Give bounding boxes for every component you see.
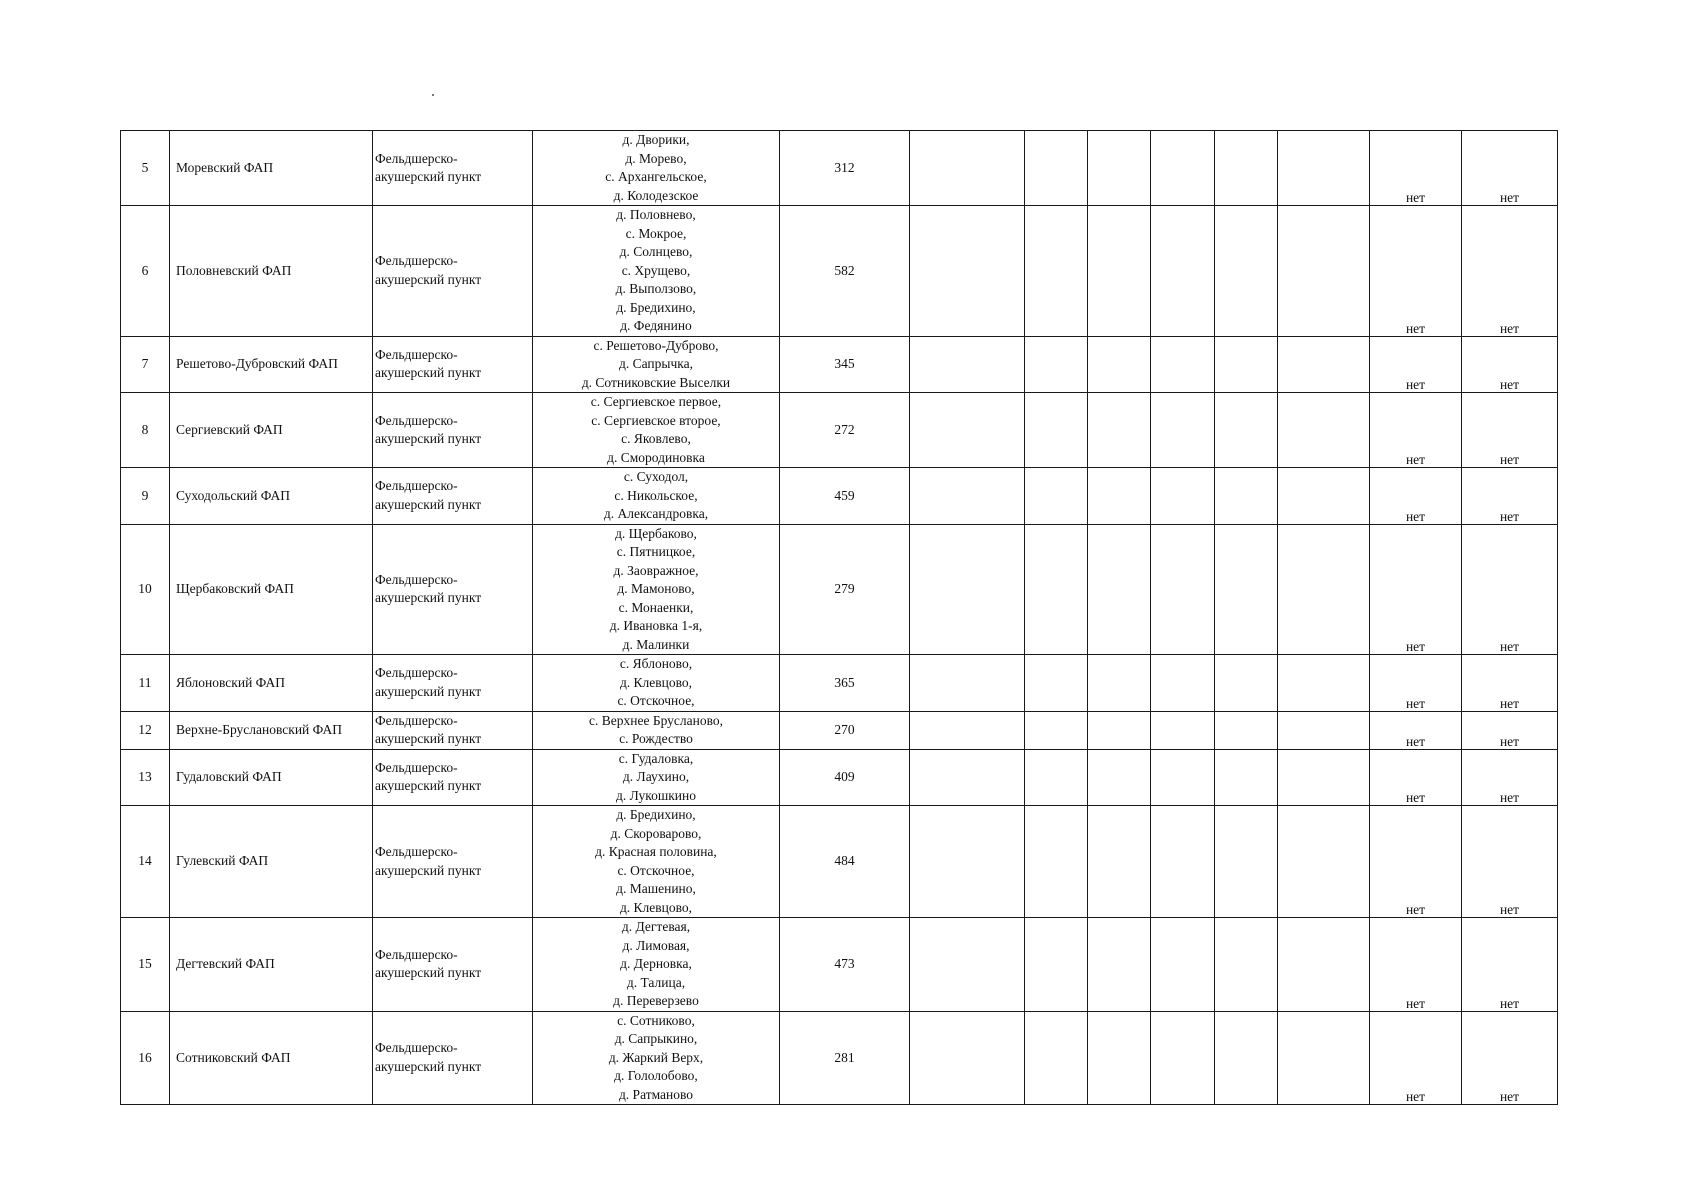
settlement-item: с. Суходол, [623,469,689,484]
empty-cell [1278,806,1370,918]
empty-cell [1088,393,1151,468]
empty-cell [1088,1011,1151,1105]
fap-name-cell: Сергиевский ФАП [170,393,373,468]
empty-cell [1088,524,1151,655]
empty-cell [910,749,1025,806]
settlement-item: д. Смородиновка [607,449,705,465]
empty-cell [1025,1011,1088,1105]
settlement-item: д. Жаркий Верх, [608,1049,704,1065]
settlements-cell [533,711,780,749]
facility-type-line: Фельдшерско- [375,759,458,775]
settlement-item: с. Сотниково, [617,1012,695,1028]
empty-cell [1025,711,1088,749]
facility-type-line: Фельдшерско- [375,253,458,269]
fap-name-cell: Гудаловский ФАП [170,749,373,806]
population-cell: 345 [780,336,910,393]
settlement-item: д. Клевцово, [619,899,693,915]
empty-cell [1151,524,1215,655]
empty-cell [910,393,1025,468]
facility-type-line: Фельдшерско- [375,844,458,859]
fap-name-cell: Дегтевский ФАП [170,918,373,1012]
empty-cell [1088,655,1151,712]
population-cell: 582 [780,206,910,337]
flag-cell-2: нет [1462,806,1558,918]
row-number-cell: 5 [121,131,170,206]
facility-type-line: акушерский пункт [375,731,482,746]
empty-cell [1278,655,1370,712]
settlement-item: с. Яблоново, [619,656,693,671]
empty-cell [910,524,1025,655]
flag-cell-2: нет [1462,206,1558,337]
flag-cell-2: нет [1462,918,1558,1012]
empty-cell [1025,918,1088,1012]
table-row [121,1011,1558,1105]
facility-type-line: Фельдшерско- [375,412,458,428]
empty-cell [1151,711,1215,749]
empty-cell [1215,524,1278,655]
fap-name-cell: Гулевский ФАП [170,806,373,918]
settlement-item: с. Монаенки, [618,599,694,615]
population-cell: 312 [780,131,910,206]
settlement-item: д. Гололобово, [614,1068,698,1083]
table-row [121,524,1558,655]
scan-speck [432,94,434,96]
row-number-cell: 15 [121,918,170,1012]
facility-type-line: акушерский пункт [375,965,482,981]
settlement-item: д. Красная половина, [595,844,717,859]
flag-cell-2: нет [1462,711,1558,749]
settlement-item: д. Дерновка, [620,956,692,971]
settlement-item: д. Ивановка 1-я, [609,618,703,633]
settlement-item: д. Скороварово, [610,825,702,841]
settlement-item: с. Сергиевское первое, [590,394,722,409]
settlement-item: д. Бредихино, [616,299,696,315]
table-row [121,918,1558,1012]
empty-cell [910,131,1025,206]
row-number-cell: 8 [121,393,170,468]
empty-cell [1278,749,1370,806]
empty-cell [1215,468,1278,525]
settlement-item: с. Яковлево, [621,431,691,446]
settlement-item: с. Архангельское, [605,169,707,184]
flag-cell-1: нет [1370,1011,1462,1105]
flag-cell-2: нет [1462,393,1558,468]
settlement-item: д. Сапрыкино, [614,1031,698,1046]
empty-cell [1215,655,1278,712]
settlement-item: с. Решетово-Дуброво, [593,337,719,353]
empty-cell [1215,806,1278,918]
empty-cell [910,806,1025,918]
facility-type-line: акушерский пункт [375,590,482,606]
facility-type-cell [373,468,533,525]
settlement-item: с. Сергиевское второе, [591,412,721,428]
settlement-item: д. Лаухино, [622,769,690,784]
facility-type-line: Фельдшерско- [375,478,458,494]
facility-type-cell [373,206,533,337]
empty-cell [1278,1011,1370,1105]
settlement-item: д. Переверзево [613,993,699,1008]
facility-type-line: акушерский пункт [375,271,482,287]
settlement-item: д. Талица, [626,974,686,990]
row-number-cell: 11 [121,655,170,712]
settlement-item: с. Отскочное, [617,693,695,708]
settlement-item: д. Солнцево, [619,244,693,259]
empty-cell [1278,468,1370,525]
empty-cell [1278,393,1370,468]
empty-cell [1215,749,1278,806]
flag-cell-1: нет [1370,749,1462,806]
facility-type-line: Фельдшерско- [375,665,458,681]
population-cell: 270 [780,711,910,749]
settlement-item: д. Лимовая, [622,937,690,953]
settlement-item: д. Сапрычка, [619,356,693,371]
settlements-cell [533,655,780,712]
settlement-item: д. Бредихино, [616,807,696,822]
settlement-item: д. Малинки [622,636,690,652]
settlement-item: д. Сотниковские Выселки [581,374,731,390]
empty-cell [1278,524,1370,655]
empty-cell [1278,711,1370,749]
table-body [121,131,1558,1105]
population-cell: 473 [780,918,910,1012]
empty-cell [910,468,1025,525]
empty-cell [910,711,1025,749]
fap-table [120,130,1558,1105]
settlement-item: д. Мамоново, [617,581,695,596]
flag-cell-1: нет [1370,806,1462,918]
fap-name-cell: Сотниковский ФАП [170,1011,373,1105]
settlements-cell [533,336,780,393]
empty-cell [1151,655,1215,712]
settlement-item: д. Клевцово, [619,674,693,690]
table-row [121,711,1558,749]
empty-cell [910,336,1025,393]
flag-cell-2: нет [1462,131,1558,206]
empty-cell [1151,918,1215,1012]
facility-type-line: Фельдшерско- [375,346,458,362]
empty-cell [910,655,1025,712]
row-number-cell: 12 [121,711,170,749]
settlement-item: д. Александровка, [603,506,709,521]
empty-cell [1151,468,1215,525]
settlements-cell [533,393,780,468]
settlements-cell [533,806,780,918]
facility-type-cell [373,393,533,468]
flag-cell-1: нет [1370,393,1462,468]
fap-name-cell: Решетово-Дубровский ФАП [170,336,373,393]
population-cell: 281 [780,1011,910,1105]
facility-type-line: акушерский пункт [375,431,482,446]
flag-cell-2: нет [1462,524,1558,655]
facility-type-line: акушерский пункт [375,862,482,878]
empty-cell [1025,206,1088,337]
facility-type-line: акушерский пункт [375,683,482,699]
empty-cell [1088,206,1151,337]
settlement-item: д. Половнево, [616,207,696,222]
empty-cell [1215,336,1278,393]
empty-cell [1151,806,1215,918]
empty-cell [1151,336,1215,393]
empty-cell [1088,468,1151,525]
empty-cell [1088,806,1151,918]
settlements-cell [533,524,780,655]
population-cell: 484 [780,806,910,918]
flag-cell-1: нет [1370,131,1462,206]
settlement-item: с. Мокрое, [625,225,687,241]
empty-cell [1215,918,1278,1012]
fap-name-cell: Суходольский ФАП [170,468,373,525]
facility-type-cell [373,711,533,749]
empty-cell [1151,749,1215,806]
empty-cell [910,1011,1025,1105]
population-cell: 365 [780,655,910,712]
row-number-cell: 10 [121,524,170,655]
facility-type-cell [373,336,533,393]
settlement-item: д. Заовражное, [613,562,699,578]
population-cell: 279 [780,524,910,655]
facility-type-line: акушерский пункт [375,365,482,381]
settlements-cell [533,206,780,337]
row-number-cell: 9 [121,468,170,525]
settlements-cell [533,1011,780,1105]
settlement-item: д. Выползово, [615,281,697,296]
settlement-item: с. Рождество [619,731,693,746]
facility-type-cell [373,1011,533,1105]
settlement-item: с. Гудаловка, [618,750,694,766]
empty-cell [1151,393,1215,468]
facility-type-cell [373,131,533,206]
facility-type-line: акушерский пункт [375,1058,482,1074]
empty-cell [1215,1011,1278,1105]
row-number-cell: 14 [121,806,170,918]
flag-cell-2: нет [1462,1011,1558,1105]
empty-cell [1278,918,1370,1012]
settlements-cell [533,918,780,1012]
facility-type-cell [373,749,533,806]
flag-cell-2: нет [1462,336,1558,393]
empty-cell [910,206,1025,337]
empty-cell [1088,711,1151,749]
facility-type-line: Фельдшерско- [375,946,458,962]
row-number-cell: 16 [121,1011,170,1105]
flag-cell-1: нет [1370,918,1462,1012]
settlements-cell [533,468,780,525]
fap-name-cell: Половневский ФАП [170,206,373,337]
settlement-item: д. Морево, [625,150,687,166]
row-number-cell: 13 [121,749,170,806]
facility-type-cell [373,524,533,655]
empty-cell [1088,336,1151,393]
table-row [121,806,1558,918]
facility-type-line: Фельдшерско- [375,150,458,166]
settlement-item: с. Никольское, [614,487,698,503]
empty-cell [1215,131,1278,206]
empty-cell [1278,336,1370,393]
facility-type-line: акушерский пункт [375,778,482,794]
empty-cell [1278,206,1370,337]
empty-cell [1025,655,1088,712]
empty-cell [1025,806,1088,918]
empty-cell [910,918,1025,1012]
flag-cell-1: нет [1370,524,1462,655]
settlement-item: д. Щербаково, [615,525,697,541]
table-row [121,206,1558,337]
population-cell: 409 [780,749,910,806]
settlement-item: д. Дегтевая, [621,919,691,934]
settlement-item: д. Дворики, [622,132,690,147]
empty-cell [1025,468,1088,525]
facility-type-line: акушерский пункт [375,496,482,512]
fap-name-cell: Щербаковский ФАП [170,524,373,655]
settlement-item: д. Лукошкино [616,787,696,803]
flag-cell-2: нет [1462,749,1558,806]
flag-cell-2: нет [1462,468,1558,525]
flag-cell-2: нет [1462,655,1558,712]
population-cell: 459 [780,468,910,525]
flag-cell-1: нет [1370,206,1462,337]
empty-cell [1215,206,1278,337]
table-row [121,655,1558,712]
empty-cell [1088,749,1151,806]
empty-cell [1278,131,1370,206]
settlement-item: с. Отскочное, [617,862,695,878]
facility-type-line: акушерский пункт [375,169,482,184]
empty-cell [1025,131,1088,206]
facility-type-cell [373,655,533,712]
fap-name-cell: Моревский ФАП [170,131,373,206]
flag-cell-1: нет [1370,711,1462,749]
facility-type-cell [373,806,533,918]
population-cell: 272 [780,393,910,468]
facility-type-cell [373,918,533,1012]
settlement-item: д. Машенино, [616,881,696,896]
settlement-item: с. Хрущево, [621,262,691,278]
empty-cell [1151,131,1215,206]
settlement-item: д. Ратманово [618,1086,694,1102]
flag-cell-1: нет [1370,336,1462,393]
empty-cell [1215,393,1278,468]
table-row [121,468,1558,525]
empty-cell [1025,749,1088,806]
empty-cell [1088,131,1151,206]
empty-cell [1151,1011,1215,1105]
empty-cell [1151,206,1215,337]
settlement-item: с. Верхнее Брусланово, [589,712,723,728]
settlement-item: с. Пятницкое, [616,544,696,559]
table-row [121,131,1558,206]
flag-cell-1: нет [1370,655,1462,712]
facility-type-line: Фельдшерско- [375,712,458,728]
fap-name-cell: Яблоновский ФАП [170,655,373,712]
settlement-item: д. Федянино [620,318,692,333]
row-number-cell: 7 [121,336,170,393]
table-row [121,336,1558,393]
table-row [121,393,1558,468]
settlements-cell [533,749,780,806]
empty-cell [1025,524,1088,655]
empty-cell [1215,711,1278,749]
flag-cell-1: нет [1370,468,1462,525]
facility-type-line: Фельдшерско- [375,571,458,587]
settlement-item: д. Колодезское [613,187,699,203]
empty-cell [1088,918,1151,1012]
settlements-cell [533,131,780,206]
row-number-cell: 6 [121,206,170,337]
fap-name-cell: Верхне-Бруслановский ФАП [170,711,373,749]
empty-cell [1025,336,1088,393]
facility-type-line: Фельдшерско- [375,1040,458,1056]
table-row [121,749,1558,806]
empty-cell [1025,393,1088,468]
